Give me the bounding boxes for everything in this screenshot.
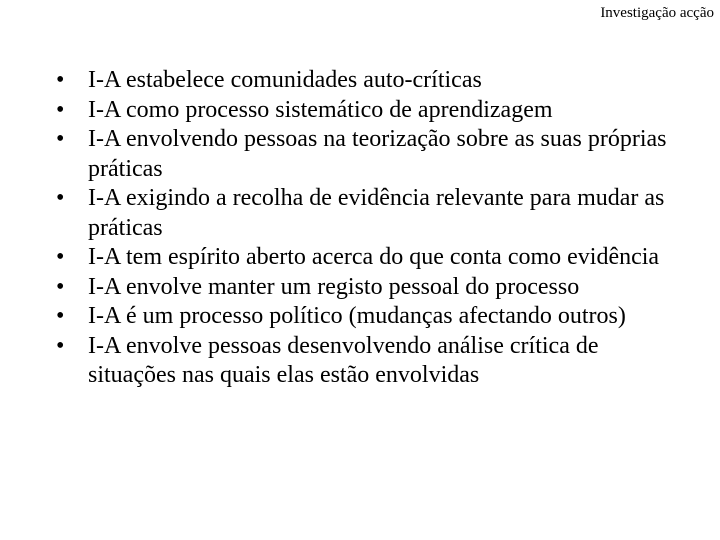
bullet-item [56, 332, 676, 391]
bullet-text: I-A exigindo a recolha de evidência relevante para mudar as práticas [88, 185, 665, 241]
bullet-icon: • [56, 303, 65, 329]
bullet-item [56, 243, 676, 273]
bullet-item [56, 302, 676, 332]
bullet-icon: • [56, 332, 65, 359]
bullet-icon: • [56, 96, 65, 123]
bullet-text: I-A tem espírito aberto acerca do que conta como evidência [88, 244, 660, 270]
bullet-icon: • [56, 67, 65, 93]
bullet-text: I-A envolvendo pessoas na teorização sobre as suas próprias práticas [88, 126, 667, 182]
bullet-list [56, 66, 676, 391]
bullet-item [56, 96, 676, 126]
bullet-icon: • [56, 126, 65, 152]
bullet-text: I-A envolve manter um registo pessoal do processo [88, 273, 580, 300]
bullet-icon: • [56, 185, 65, 211]
bullet-text: I-A estabelece comunidades auto-críticas [88, 67, 482, 93]
bullet-icon: • [56, 244, 65, 270]
bullet-item [56, 273, 676, 303]
slide-header: Investigação acção [600, 5, 714, 21]
bullet-text: I-A como processo sistemático de aprendizagem [88, 96, 553, 123]
bullet-item [56, 184, 676, 243]
bullet-item [56, 66, 676, 96]
bullet-icon: • [56, 273, 65, 300]
bullet-item [56, 125, 676, 184]
bullet-text: I-A é um processo político (mudanças afectando outros) [88, 303, 626, 329]
bullet-text: I-A envolve pessoas desenvolvendo análise crítica de situações nas quais elas estão envolvidas [88, 332, 599, 388]
